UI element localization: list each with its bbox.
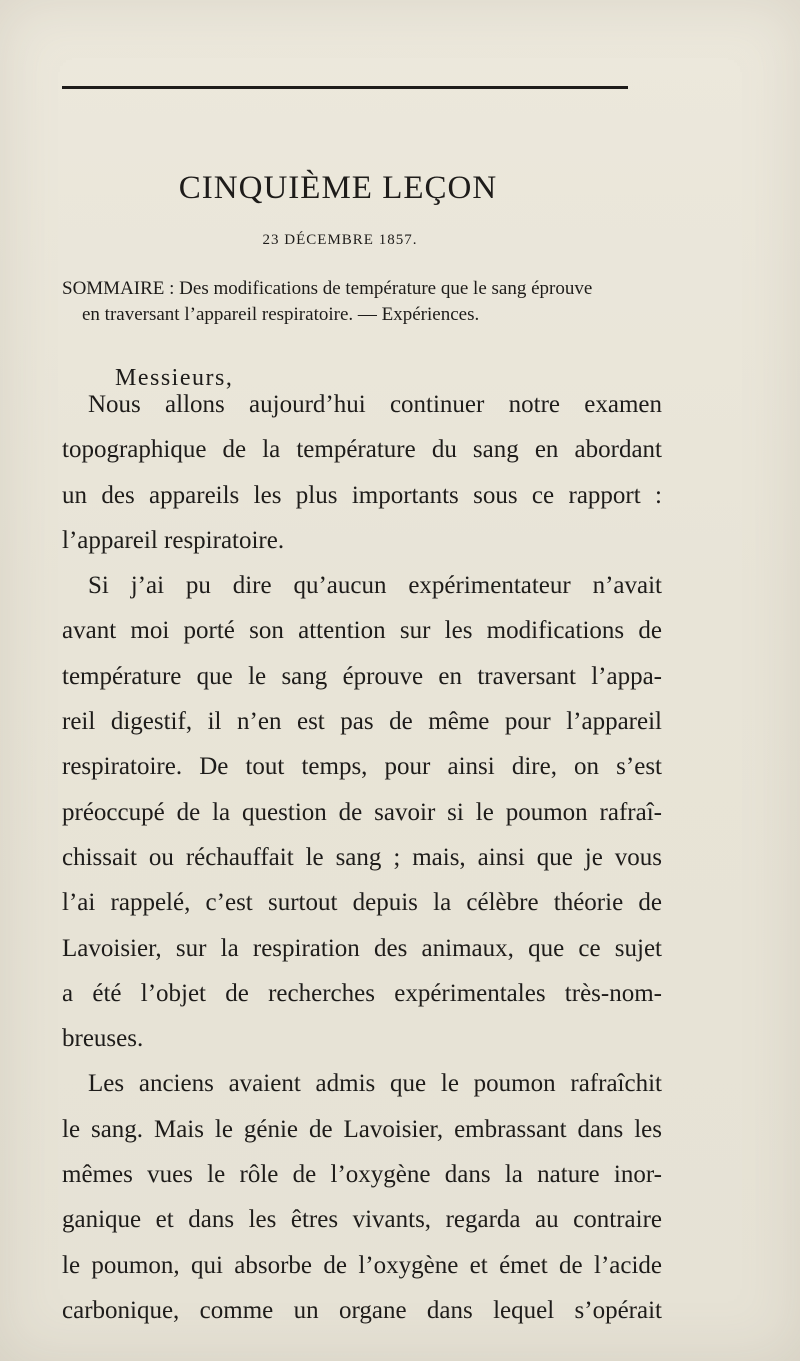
text-line: respiratoire. De tout temps, pour ainsi dire, on s’est (62, 753, 662, 781)
lecture-date: 23 DÉCEMBRE 1857. (262, 232, 418, 248)
text-line: avant moi porté son attention sur les modifications de (62, 617, 662, 645)
salutation: Messieurs, (115, 365, 234, 391)
text-line: breuses. (62, 1025, 144, 1053)
text-line: topographique de la température du sang en abordant (62, 436, 662, 464)
text-line: mêmes vues le rôle de l’oxygène dans la nature inor- (62, 1161, 662, 1189)
header-rule (62, 86, 628, 89)
text-line: Si j’ai pu dire qu’aucun expérimentateur n’avait (88, 572, 662, 600)
text-line: le sang. Mais le génie de Lavoisier, embrassant dans les (62, 1115, 662, 1143)
text-line: préoccupé de la question de savoir si le poumon rafraî- (62, 798, 662, 826)
text-line: un des appareils les plus importants sous ce rapport : (62, 481, 662, 509)
text-line: a été l’objet de recherches expérimentales très-nom- (62, 979, 662, 1007)
summary-block (62, 276, 622, 328)
text-line: Lavoisier, sur la respiration des animaux, que ce sujet (62, 934, 662, 962)
text-line: le poumon, qui absorbe de l’oxygène et émet de l’acide (62, 1251, 662, 1279)
text-line: ganique et dans les êtres vivants, regarda au contraire (62, 1206, 662, 1234)
body-text (62, 382, 662, 1333)
text-line: l’ai rappelé, c’est surtout depuis la célèbre théorie de (62, 889, 662, 917)
text-line: Les anciens avaient admis que le poumon rafraîchit (88, 1070, 662, 1098)
text-line: Nous allons aujourd’hui continuer notre examen (88, 391, 662, 418)
text-line: carbonique, comme un organe dans lequel s’opérait (62, 1296, 662, 1324)
lecture-title: CINQUIÈME LEÇON (178, 170, 498, 206)
text-line: température que le sang éprouve en traversant l’appa- (62, 662, 662, 690)
text-line: chissait ou réchauffait le sang ; mais, ainsi que je vous (62, 843, 662, 871)
text-line: reil digestif, il n’en est pas de même pour l’appareil (62, 708, 662, 736)
summary-line-2: en traversant l’appareil respiratoire. — Expériences. (82, 304, 480, 325)
summary-line-1: SOMMAIRE : Des modifications de température que le sang éprouve (62, 278, 593, 299)
text-line: l’appareil respiratoire. (62, 526, 285, 554)
